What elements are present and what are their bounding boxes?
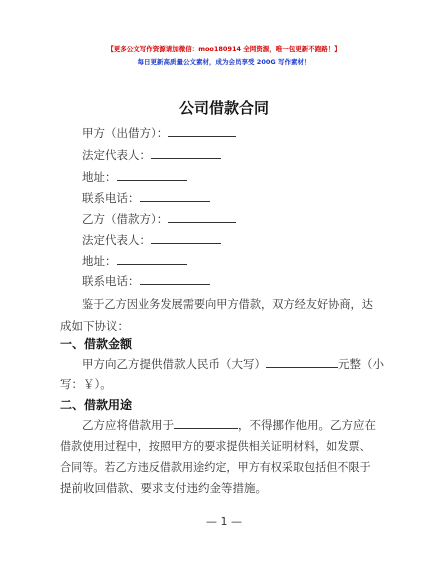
section-2-line-1-post: ，不得挪作他用。乙方应在 [238, 418, 376, 432]
document-title: 公司借款合同 [178, 99, 269, 117]
amount-uppercase-blank [266, 356, 338, 368]
party-b-phone-label: 联系电话： [82, 274, 140, 288]
party-a-blank [168, 125, 236, 137]
party-a-rep-field [82, 147, 221, 163]
party-a-rep-blank [151, 147, 221, 159]
section-1-heading: 一、借款金额 [60, 337, 133, 351]
party-a-address-label: 地址： [82, 170, 117, 184]
section-2-line-3: 合同等。若乙方违反借款用途约定，甲方有权采取包括但不限于 [60, 461, 371, 474]
section-1-line-1-post: 元整（小 [338, 357, 384, 371]
section-2-line-4: 提前收回借款、要求支付违约金等措施。 [60, 481, 267, 495]
section-2-line-2: 借款使用过程中，按照甲方的要求提供相关证明材料，如发票、 [60, 440, 371, 453]
party-a-address-blank [117, 169, 187, 181]
party-a-phone-label: 联系电话： [82, 191, 140, 205]
party-b-rep-field [82, 232, 221, 248]
party-a-phone-blank [140, 190, 210, 202]
section-2-heading: 二、借款用途 [60, 398, 133, 412]
party-a-rep-label: 法定代表人： [82, 148, 151, 162]
party-b-phone-blank [140, 273, 210, 285]
party-a-address-field [82, 169, 187, 185]
party-b-field [82, 211, 236, 227]
party-b-address-field [82, 253, 187, 269]
intro-line-2: 成如下协议： [60, 319, 129, 333]
section-1-line-1-pre: 甲方向乙方提供借款人民币（大写） [82, 357, 266, 371]
promo-banner-line-2: 每日更新高质量公文素材，成为会员享受 200G 写作素材！ [137, 58, 311, 66]
page-number: — 1 — [206, 515, 242, 528]
party-a-phone-field [82, 190, 210, 206]
party-b-blank [168, 211, 236, 223]
party-a-label: 甲方（出借方）： [82, 126, 169, 140]
party-b-rep-label: 法定代表人： [82, 233, 151, 247]
section-2-line-1 [82, 417, 376, 433]
loan-purpose-blank [174, 417, 238, 429]
section-1-line-1 [82, 356, 384, 372]
promo-banner-line-1: 【更多公文写作资源请加微信：moo180914 全网资源，唯一包更新不跑路！】 [107, 45, 341, 53]
section-2-line-1-pre: 乙方应将借款用于 [82, 418, 174, 432]
party-b-rep-blank [151, 232, 221, 244]
party-b-address-blank [117, 253, 187, 265]
party-b-address-label: 地址： [82, 254, 117, 268]
section-1-line-2: 写：￥）。 [60, 377, 112, 391]
party-b-label: 乙方（借款方）： [82, 212, 169, 226]
party-b-phone-field [82, 273, 210, 289]
intro-line-1: 鉴于乙方因业务发展需要向甲方借款，双方经友好协商，达 [82, 298, 373, 311]
party-a-field [82, 125, 236, 141]
